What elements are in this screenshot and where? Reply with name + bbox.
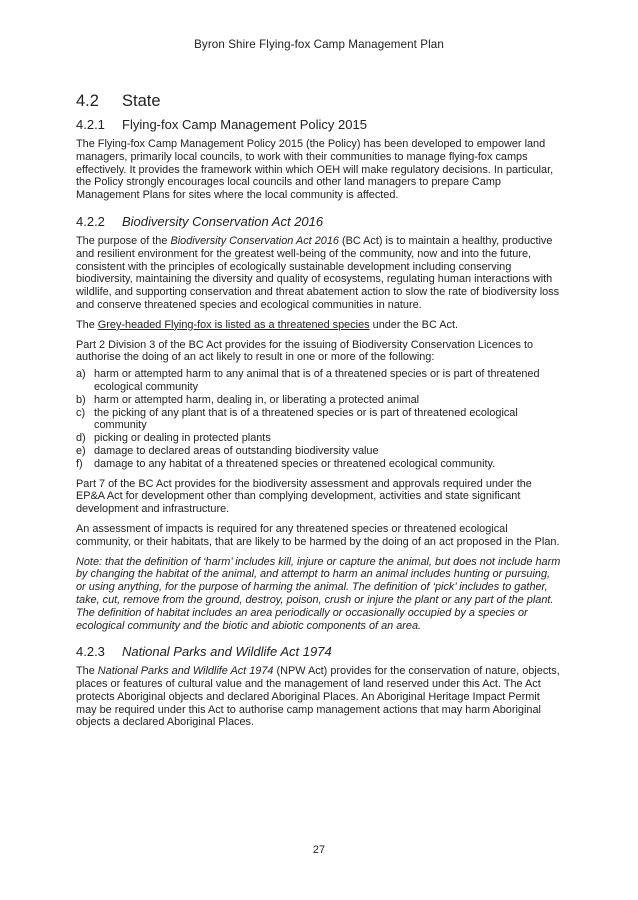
text-run: (NPW Act) provides for the conservation of nature, objects, places or features of cultural value and the management of land reserved under this Act. The Act protects Aboriginal objects and declared Aboriginal Places. An Aboriginal Heritage Impact Permit may be required under this Act to authorise camp management actions that may harm Aboriginal objects a declared Aboriginal Places. [76,665,560,729]
list-item [76,368,562,394]
list-text: harm or attempted harm to any animal that is of a threatened species or is part of threatened ecological community [94,368,540,393]
section-title: State [122,92,161,110]
subsection-number: 4.2.2 [76,213,105,229]
section-number: 4.2 [76,92,99,110]
subsection-number: 4.2.1 [76,117,105,132]
subsection-title: Flying-fox Camp Management Policy 2015 [122,117,367,132]
list-item [76,458,562,471]
subsection-title: Biodiversity Conservation Act 2016 [122,213,324,229]
paragraph: An assessment of impacts is required for any threatened species or threatened ecological community, or their habitats, that are likely to be harmed by the doing of an act proposed in the Plan. [76,522,560,548]
text-run: The purpose of the [76,234,171,247]
subsection-heading-421 [76,117,562,132]
list-item [76,394,562,407]
list-text: harm or attempted harm, dealing in, or liberating a protected animal [94,393,420,406]
list-letter: f) [76,457,83,470]
list-letter: a) [76,368,86,381]
list-letter: e) [76,444,86,457]
paragraph: Part 7 of the BC Act provides for the biodiversity assessment and approvals required under the EP&A Act for development other than complying development, activities and state significant development and infrastructure. [76,477,532,516]
list-text: picking or dealing in protected plants [94,432,271,445]
page-header: Byron Shire Flying-fox Camp Management Plan [194,38,444,51]
list-letter: c) [76,406,86,419]
list-letter: d) [76,432,86,445]
text-run: The [76,318,98,331]
paragraph: The Flying-fox Camp Management Policy 2015 (the Policy) has been developed to empower land managers, primarily local councils, to work with their communities to manage flying-fox camps effectively. It provides the framework within which OEH will make regulatory decisions. In particular, the Policy strongly encourages local councils and other land managers to prepare Camp Management Plans for sites where the local community is affected. [76,138,554,202]
paragraph [76,235,562,312]
licence-list [76,368,562,470]
threatened-species-link[interactable]: Grey-headed Flying-fox is listed as a threatened species [97,318,370,331]
list-text: damage to declared areas of outstanding biodiversity value [94,444,379,457]
section-heading [76,92,562,111]
subsection-number: 4.2.3 [76,644,105,660]
text-run: The [76,665,98,678]
list-text: the picking of any plant that is of a threatened species or is part of threatened ecological community [94,406,518,432]
subsection-heading-422 [76,214,562,229]
page-content [76,92,562,736]
act-name: National Parks and Wildlife Act 1974 [97,665,274,678]
page-number: 27 [312,844,326,856]
note-paragraph: Note: that the definition of ‘harm’ includes kill, injure or capture the animal, but does not include harm by changing the habitat of the animal, and attempt to harm an animal includes hunting or pursuing, or using anything, for the purpose of harming the animal. The definition of ‘pick’ includes to gather, take, cut, remove from the ground, destroy, poison, crush or injure the plant or any part of the plant. The definition of habitat includes an area periodically or occasionally occupied by a species or ecological community and the biotic and abiotic components of an area. [76,555,561,632]
paragraph [76,665,562,729]
subsection-title: National Parks and Wildlife Act 1974 [122,644,332,660]
paragraph [76,319,562,332]
list-item [76,445,562,458]
text-run: (BC Act) is to maintain a healthy, productive and resilient environment for the greatest well-being of the community, now and into the future, consistent with the principles of ecologically sustainable development including conserving biodiversity, maintaining the diversity and quality of ecosystems, regulating human interactions with wildlife, and supporting conservation and threat abatement action to slow the rate of biodiversity loss and conserve threatened species and ecological communities in nature. [76,234,560,311]
subsection-heading-423 [76,644,562,659]
paragraph: Part 2 Division 3 of the BC Act provides for the issuing of Biodiversity Conservation Licences to authorise the doing of an act likely to result in one or more of the following: [76,338,534,364]
text-run: under the BC Act. [369,318,458,331]
list-item [76,407,562,433]
list-text: damage to any habitat of a threatened species or threatened ecological community. [94,457,496,470]
list-letter: b) [76,393,86,406]
list-item [76,432,562,445]
act-name: Biodiversity Conservation Act 2016 [170,234,339,247]
